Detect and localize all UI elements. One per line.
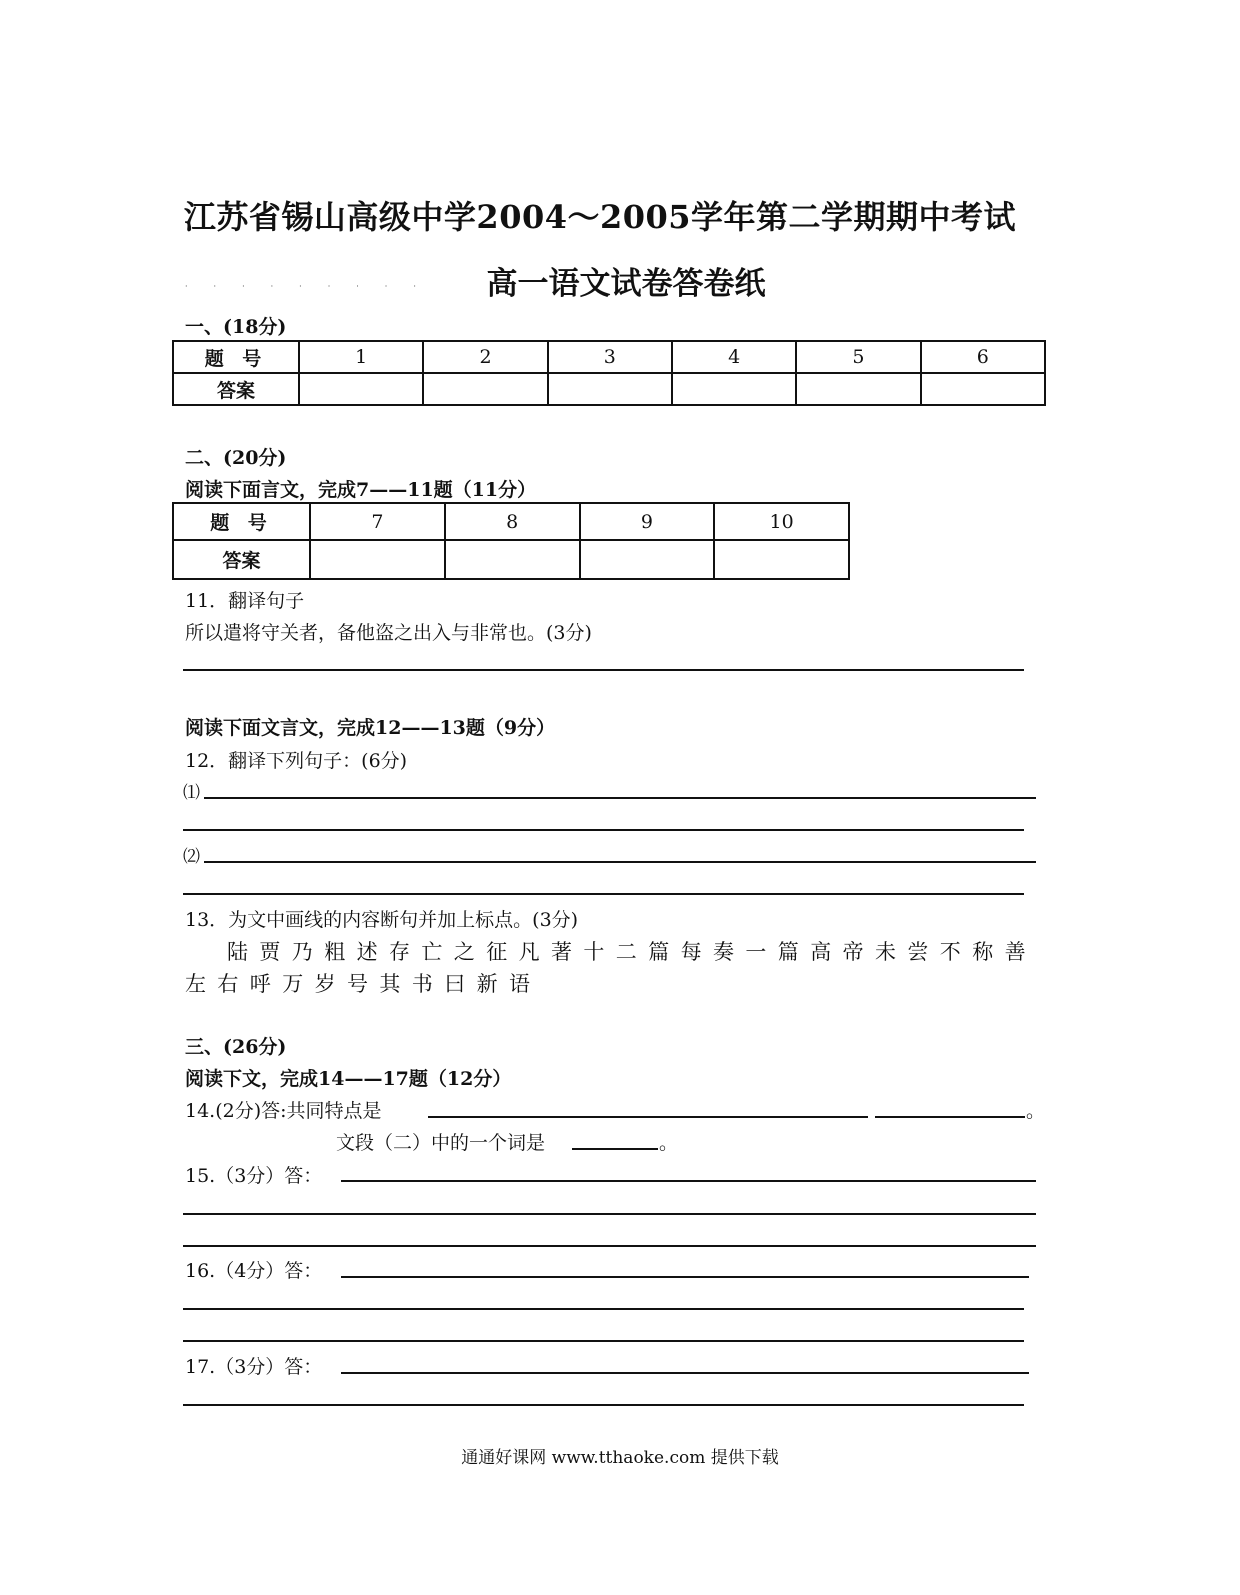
page-subtitle: 高一语文试卷答卷纸 (486, 266, 766, 302)
table-row-label-answer: 答案 (173, 373, 299, 405)
answer-line[interactable] (183, 1213, 1036, 1215)
answer-cell[interactable] (714, 540, 849, 579)
answer-cell[interactable] (423, 373, 547, 405)
answer-line[interactable] (183, 829, 1024, 831)
answer-line[interactable] (341, 1276, 1029, 1278)
question-number-cell: 7 (310, 503, 445, 540)
section-1-answer-table (172, 340, 1046, 406)
question-11-text: 所以遣将守关者，备他盗之出入与非常也。(3分) (185, 622, 592, 644)
question-17-label: 17.（3分）答： (185, 1356, 323, 1378)
question-number-cell: 4 (672, 341, 796, 373)
question-12-label: 12．翻译下列句子：(6分) (185, 750, 408, 772)
table-row-label-answer: 答案 (173, 540, 310, 579)
question-12-item-1: ⑴ (183, 783, 200, 803)
question-14-sub-end-punct: 。 (659, 1132, 679, 1154)
question-13-passage-line-2: 左右呼万岁号其书曰新语 (185, 972, 542, 996)
question-16-label: 16.（4分）答： (185, 1260, 323, 1282)
question-11-label: 11．翻译句子 (185, 590, 305, 612)
section-1-heading: 一、(18分) (185, 316, 287, 338)
answer-cell[interactable] (796, 373, 920, 405)
answer-line[interactable] (183, 1245, 1036, 1247)
table-row-label-question-number: 题 号 (173, 503, 310, 540)
question-14-sub-label: 文段（二）中的一个词是 (336, 1132, 546, 1154)
answer-line[interactable] (204, 861, 1036, 863)
question-15-label: 15.（3分）答： (185, 1165, 323, 1187)
answer-line[interactable] (183, 1404, 1024, 1406)
answer-cell[interactable] (310, 540, 445, 579)
section-3-instruction: 阅读下文，完成14——17题（12分） (185, 1068, 512, 1090)
question-number-cell: 10 (714, 503, 849, 540)
question-number-cell: 6 (921, 341, 1045, 373)
answer-line[interactable] (183, 1340, 1024, 1342)
question-number-cell: 3 (548, 341, 672, 373)
answer-cell[interactable] (672, 373, 796, 405)
question-number-cell: 1 (299, 341, 423, 373)
answer-cell[interactable] (548, 373, 672, 405)
answer-line[interactable] (183, 669, 1024, 671)
question-number-cell: 8 (445, 503, 580, 540)
answer-blank[interactable] (875, 1116, 1025, 1118)
table-row-label-question-number: 题 号 (173, 341, 299, 373)
answer-line[interactable] (183, 1308, 1024, 1310)
page-title: 江苏省锡山高级中学2004～2005学年第二学期期中考试 (183, 198, 1017, 236)
answer-cell[interactable] (580, 540, 715, 579)
answer-line[interactable] (341, 1372, 1029, 1374)
section-2-instruction-1: 阅读下面言文，完成7——11题（11分） (185, 479, 537, 501)
question-13-label: 13．为文中画线的内容断句并加上标点。(3分) (185, 909, 579, 931)
section-2-instruction-2: 阅读下面文言文，完成12——13题（9分） (185, 717, 556, 739)
answer-cell[interactable] (445, 540, 580, 579)
section-2-answer-table (172, 502, 850, 580)
question-number-cell: 9 (580, 503, 715, 540)
answer-blank[interactable] (428, 1116, 868, 1118)
answer-line[interactable] (341, 1180, 1036, 1182)
answer-cell[interactable] (299, 373, 423, 405)
question-14-label: 14.(2分)答:共同特点是 (185, 1100, 382, 1122)
answer-line[interactable] (183, 893, 1024, 895)
footer-source-text: 通通好课网 www.tthaoke.com 提供下载 (461, 1448, 779, 1468)
question-number-cell: 5 (796, 341, 920, 373)
decorative-dots: ········· (185, 282, 442, 291)
question-number-cell: 2 (423, 341, 547, 373)
section-2-heading: 二、(20分) (185, 447, 287, 469)
question-12-item-2: ⑵ (183, 847, 200, 867)
section-3-heading: 三、(26分) (185, 1036, 287, 1058)
answer-blank[interactable] (572, 1148, 658, 1150)
answer-line[interactable] (204, 797, 1036, 799)
question-14-end-punct: 。 (1026, 1100, 1046, 1122)
question-13-passage-line-1: 陆贾乃粗述存亡之征凡著十二篇每奏一篇高帝未尝不称善 (227, 940, 1037, 964)
answer-cell[interactable] (921, 373, 1045, 405)
